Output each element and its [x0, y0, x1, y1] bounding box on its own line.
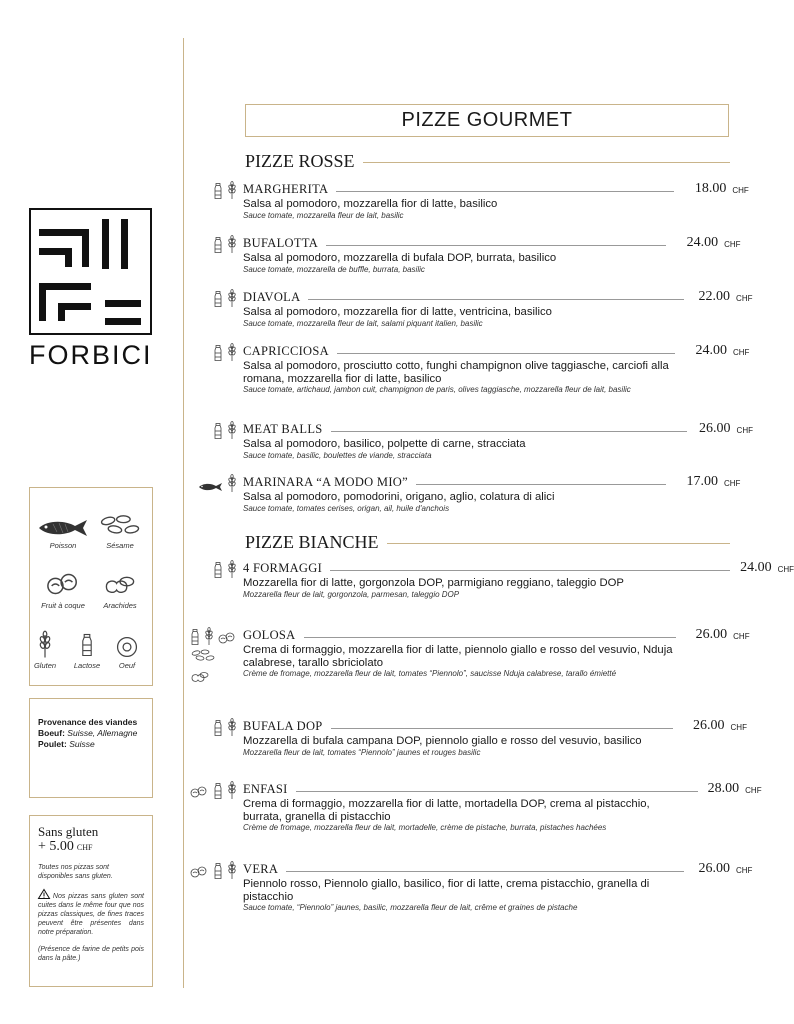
item-allergen-icons	[213, 289, 236, 312]
menu-item-price: 26.00	[698, 861, 730, 876]
menu-item	[243, 181, 753, 221]
gluten-icon	[228, 289, 236, 312]
sesame-icon	[90, 510, 150, 538]
menu-item	[243, 627, 753, 679]
currency-label: CHF	[777, 565, 794, 574]
nut-icon	[190, 865, 208, 884]
egg-icon	[102, 630, 152, 658]
gluten-icon	[228, 560, 236, 583]
gluten-free-price: + 5.00 CHF	[38, 839, 93, 854]
allergen-legend-item	[33, 570, 93, 610]
gluten-free-warning: Nos pizzas sans gluten sont cuites dans le même four que nos pizzas classiques, de fines traces peuvent être présentes dans notre préparation.	[38, 889, 144, 937]
lactose-icon	[213, 720, 223, 741]
menu-item-name: ENFASI	[243, 782, 288, 796]
gluten-icon	[228, 343, 236, 366]
menu-item-price: 24.00	[695, 343, 727, 358]
menu-item-description-fr: Sauce tomate, basilic, boulettes de viande, stracciata	[243, 450, 432, 460]
fish-icon	[197, 479, 223, 497]
lactose-icon	[190, 629, 200, 650]
menu-item-description-it: Salsa al pomodoro, mozzarella fior di latte, ventricina, basilico	[243, 306, 552, 318]
menu-item-description-it: Mozzarella fior di latte, gorgonzola DOP, parmigiano reggiano, taleggio DOP	[243, 577, 624, 589]
gluten-icon	[228, 861, 236, 884]
leader-line	[308, 299, 684, 300]
gluten-icon	[228, 718, 236, 741]
divider-line	[183, 38, 184, 988]
allergen-legend-label: Oeuf	[118, 661, 136, 670]
menu-item-description-it: Salsa al pomodoro, basilico, polpette di carne, stracciata	[243, 438, 526, 450]
sesame-icon	[190, 649, 216, 668]
menu-item	[243, 343, 753, 395]
menu-item-description-it: Salsa al pomodoro, mozzarella fior di latte, basilico	[243, 198, 498, 210]
leader-line	[337, 353, 675, 354]
currency-label: CHF	[730, 723, 747, 732]
allergen-legend-label: Sésame	[106, 541, 134, 550]
menu-item	[243, 421, 753, 461]
allergen-legend-item	[90, 570, 150, 610]
menu-item-name: MEAT BALLS	[243, 422, 323, 436]
section-header-pizze-bianche: PIZZE BIANCHE	[245, 532, 730, 553]
allergen-legend-item	[102, 630, 152, 670]
menu-item	[243, 560, 794, 600]
menu-item-name: CAPRICCIOSA	[243, 344, 329, 358]
allergen-legend-item	[33, 510, 93, 550]
currency-label: CHF	[732, 186, 749, 195]
menu-item-price: 24.00	[740, 560, 772, 575]
warning-icon	[38, 889, 50, 899]
nut-icon	[33, 570, 93, 598]
item-allergen-icons	[197, 474, 236, 497]
leader-line	[416, 484, 666, 485]
currency-label: CHF	[736, 426, 753, 435]
allergen-legend-label: Gluten	[33, 661, 57, 670]
lactose-icon	[213, 291, 223, 312]
menu-item-description-fr: Crème de fromage, mozzarella fleur de lait, tomates “Piennolo”, saucisse Nduja calabrese, tarallo émietté	[243, 669, 617, 678]
menu-item	[243, 474, 753, 514]
peanut-icon	[190, 670, 210, 689]
lactose-icon	[213, 783, 223, 804]
provenance-chicken: Poulet: Suisse	[38, 739, 95, 749]
menu-item-description-it: Crema di formaggio, mozzarella fior di latte, mortadella DOP, crema al pistacchio, burrata, granella di pistacchio	[243, 798, 650, 823]
allergen-legend-item	[90, 510, 150, 550]
allergen-legend-label: Arachides	[103, 601, 137, 610]
menu-item-description-fr: Mozzarella fleur de lait, gorgonzola, parmesan, taleggio DOP	[243, 589, 460, 599]
menu-item-description-fr: Sauce tomate, mozzarella fleur de lait, basilic	[243, 210, 404, 220]
logo	[29, 208, 152, 335]
currency-label: CHF	[724, 240, 741, 249]
menu-item-description-it: Crema di formaggio, mozzarella fior di latte, piennolo giallo e rosso del vesuvio, Nduja calabrese, tarallo sbriciolato	[243, 644, 673, 669]
leader-line	[336, 191, 674, 192]
lactose-icon	[213, 183, 223, 204]
gluten-free-box	[29, 815, 153, 987]
menu-item-name: BUFALA DOP	[243, 719, 323, 733]
menu-item-price: 26.00	[699, 421, 731, 436]
menu-item-name: MARINARA “A MODO MIO”	[243, 475, 408, 489]
item-allergen-icons	[213, 560, 236, 583]
nut-icon	[218, 631, 236, 650]
menu-item-description-it: Salsa al pomodoro, prosciutto cotto, funghi champignon olive taggiasche, carciofi alla romana, mozzarella fior di latte, basilico	[243, 360, 669, 385]
gluten-free-title: Sans gluten	[38, 824, 99, 839]
allergen-legend-label: Lactose	[73, 661, 101, 670]
currency-label: CHF	[745, 786, 762, 795]
lactose-icon	[213, 237, 223, 258]
page-title: PIZZE GOURMET	[245, 104, 729, 137]
menu-item-description-fr: Sauce tomate, artichaud, jambon cuit, champignon de paris, olives taggiasche, mozzarella fleur de lait, basilic	[243, 385, 631, 394]
lactose-icon	[213, 423, 223, 444]
menu-item-description-fr: Sauce tomate, “Piennolo” jaunes, basilic, mozzarella fleur de lait, crême et graines de pistache	[243, 903, 578, 912]
menu-item-description-it: Salsa al pomodoro, pomodorini, origano, aglio, colatura di alici	[243, 491, 555, 503]
menu-item-description-it: Salsa al pomodoro, mozzarella di bufala DOP, burrata, basilico	[243, 252, 557, 264]
menu-item-price: 28.00	[707, 781, 740, 796]
lactose-icon	[213, 863, 223, 884]
item-allergen-icons	[190, 627, 236, 650]
menu-item-price: 17.00	[686, 474, 718, 489]
menu-item-price: 26.00	[695, 627, 728, 642]
fish-icon	[33, 510, 93, 538]
menu-item	[243, 235, 753, 275]
menu-item	[243, 718, 753, 758]
item-extra-allergen-icons	[190, 649, 216, 689]
gluten-icon	[228, 235, 236, 258]
menu-item-description-fr: Sauce tomate, mozzarella de buffle, burrata, basilic	[243, 264, 425, 274]
menu-item-description-it: Mozzarella di bufala campana DOP, piennolo giallo e rosso del vesuvio, basilico	[243, 735, 642, 747]
menu-item-description-it: Piennolo rosso, Piennolo giallo, basilico, fior di latte, crema pistacchio, granella di pistacchio	[243, 878, 650, 903]
menu-item-description-fr: Mozzarella fleur de lait, tomates “Piennolo” jaunes et rouges basilic	[243, 747, 481, 757]
menu-item	[243, 781, 762, 833]
leader-line	[326, 245, 666, 246]
lactose-icon	[213, 562, 223, 583]
menu-item-name: DIAVOLA	[243, 290, 301, 304]
provenance-box	[29, 698, 153, 798]
currency-label: CHF	[736, 294, 753, 303]
gluten-icon	[228, 781, 236, 804]
allergen-legend-label: Fruit à coque	[41, 601, 85, 610]
item-allergen-icons	[213, 235, 236, 258]
item-allergen-icons	[190, 781, 236, 804]
provenance-beef: Boeuf: Suisse, Allemagne	[38, 728, 138, 738]
menu-item-name: BUFALOTTA	[243, 236, 319, 250]
item-allergen-icons	[190, 861, 236, 884]
allergen-legend	[29, 487, 153, 686]
menu-item-price: 24.00	[686, 235, 719, 250]
leader-line	[331, 728, 673, 729]
menu-item-description-fr: Sauce tomate, mozzarella fleur de lait, salami piquant italien, basilic	[243, 318, 483, 328]
menu-item-price: 26.00	[693, 718, 725, 733]
allergen-legend-label: Poisson	[49, 541, 77, 550]
gluten-free-flour-note: (Présence de farine de petits pois dans la pâte.)	[38, 946, 144, 962]
leader-line	[304, 637, 676, 638]
leader-line	[330, 570, 730, 571]
nut-icon	[190, 785, 208, 804]
peanut-icon	[90, 570, 150, 598]
gluten-icon	[228, 421, 236, 444]
lactose-icon	[213, 345, 223, 366]
menu-item-price: 22.00	[698, 289, 731, 304]
gluten-icon	[228, 474, 236, 497]
brand-name: FORBICI	[29, 340, 153, 370]
item-allergen-icons	[213, 718, 236, 741]
item-allergen-icons	[213, 421, 236, 444]
menu-item-name: MARGHERITA	[243, 182, 329, 196]
menu-item-description-fr: Sauce tomate, tomates cerises, origan, ail, huile d'anchois	[243, 503, 450, 513]
leader-line	[296, 791, 698, 792]
gluten-free-note: Toutes nos pizzas sont disponibles sans gluten.	[38, 864, 113, 880]
currency-label: CHF	[735, 866, 753, 875]
item-allergen-icons	[213, 181, 236, 204]
item-allergen-icons	[213, 343, 236, 366]
gluten-icon	[205, 627, 213, 650]
leader-line	[286, 871, 684, 872]
provenance-title: Provenance des viandes	[38, 717, 138, 727]
section-header-pizze-rosse: PIZZE ROSSE	[245, 151, 730, 172]
currency-label: CHF	[733, 632, 750, 641]
menu-item-name: 4 FORMAGGI	[243, 561, 323, 575]
currency-label: CHF	[723, 479, 741, 488]
menu-item	[243, 289, 753, 329]
menu-item-price: 18.00	[694, 181, 727, 196]
leader-line	[331, 431, 687, 432]
currency-label: CHF	[732, 348, 750, 357]
menu-item-name: GOLOSA	[243, 628, 296, 642]
gluten-icon	[228, 181, 236, 204]
menu-item-description-fr: Crème de fromage, mozzarella fleur de lait, mortadelle, crème de pistache, burrata, pistaches hachées	[243, 823, 607, 832]
menu-item-name: VERA	[243, 862, 279, 876]
menu-item	[243, 861, 753, 913]
